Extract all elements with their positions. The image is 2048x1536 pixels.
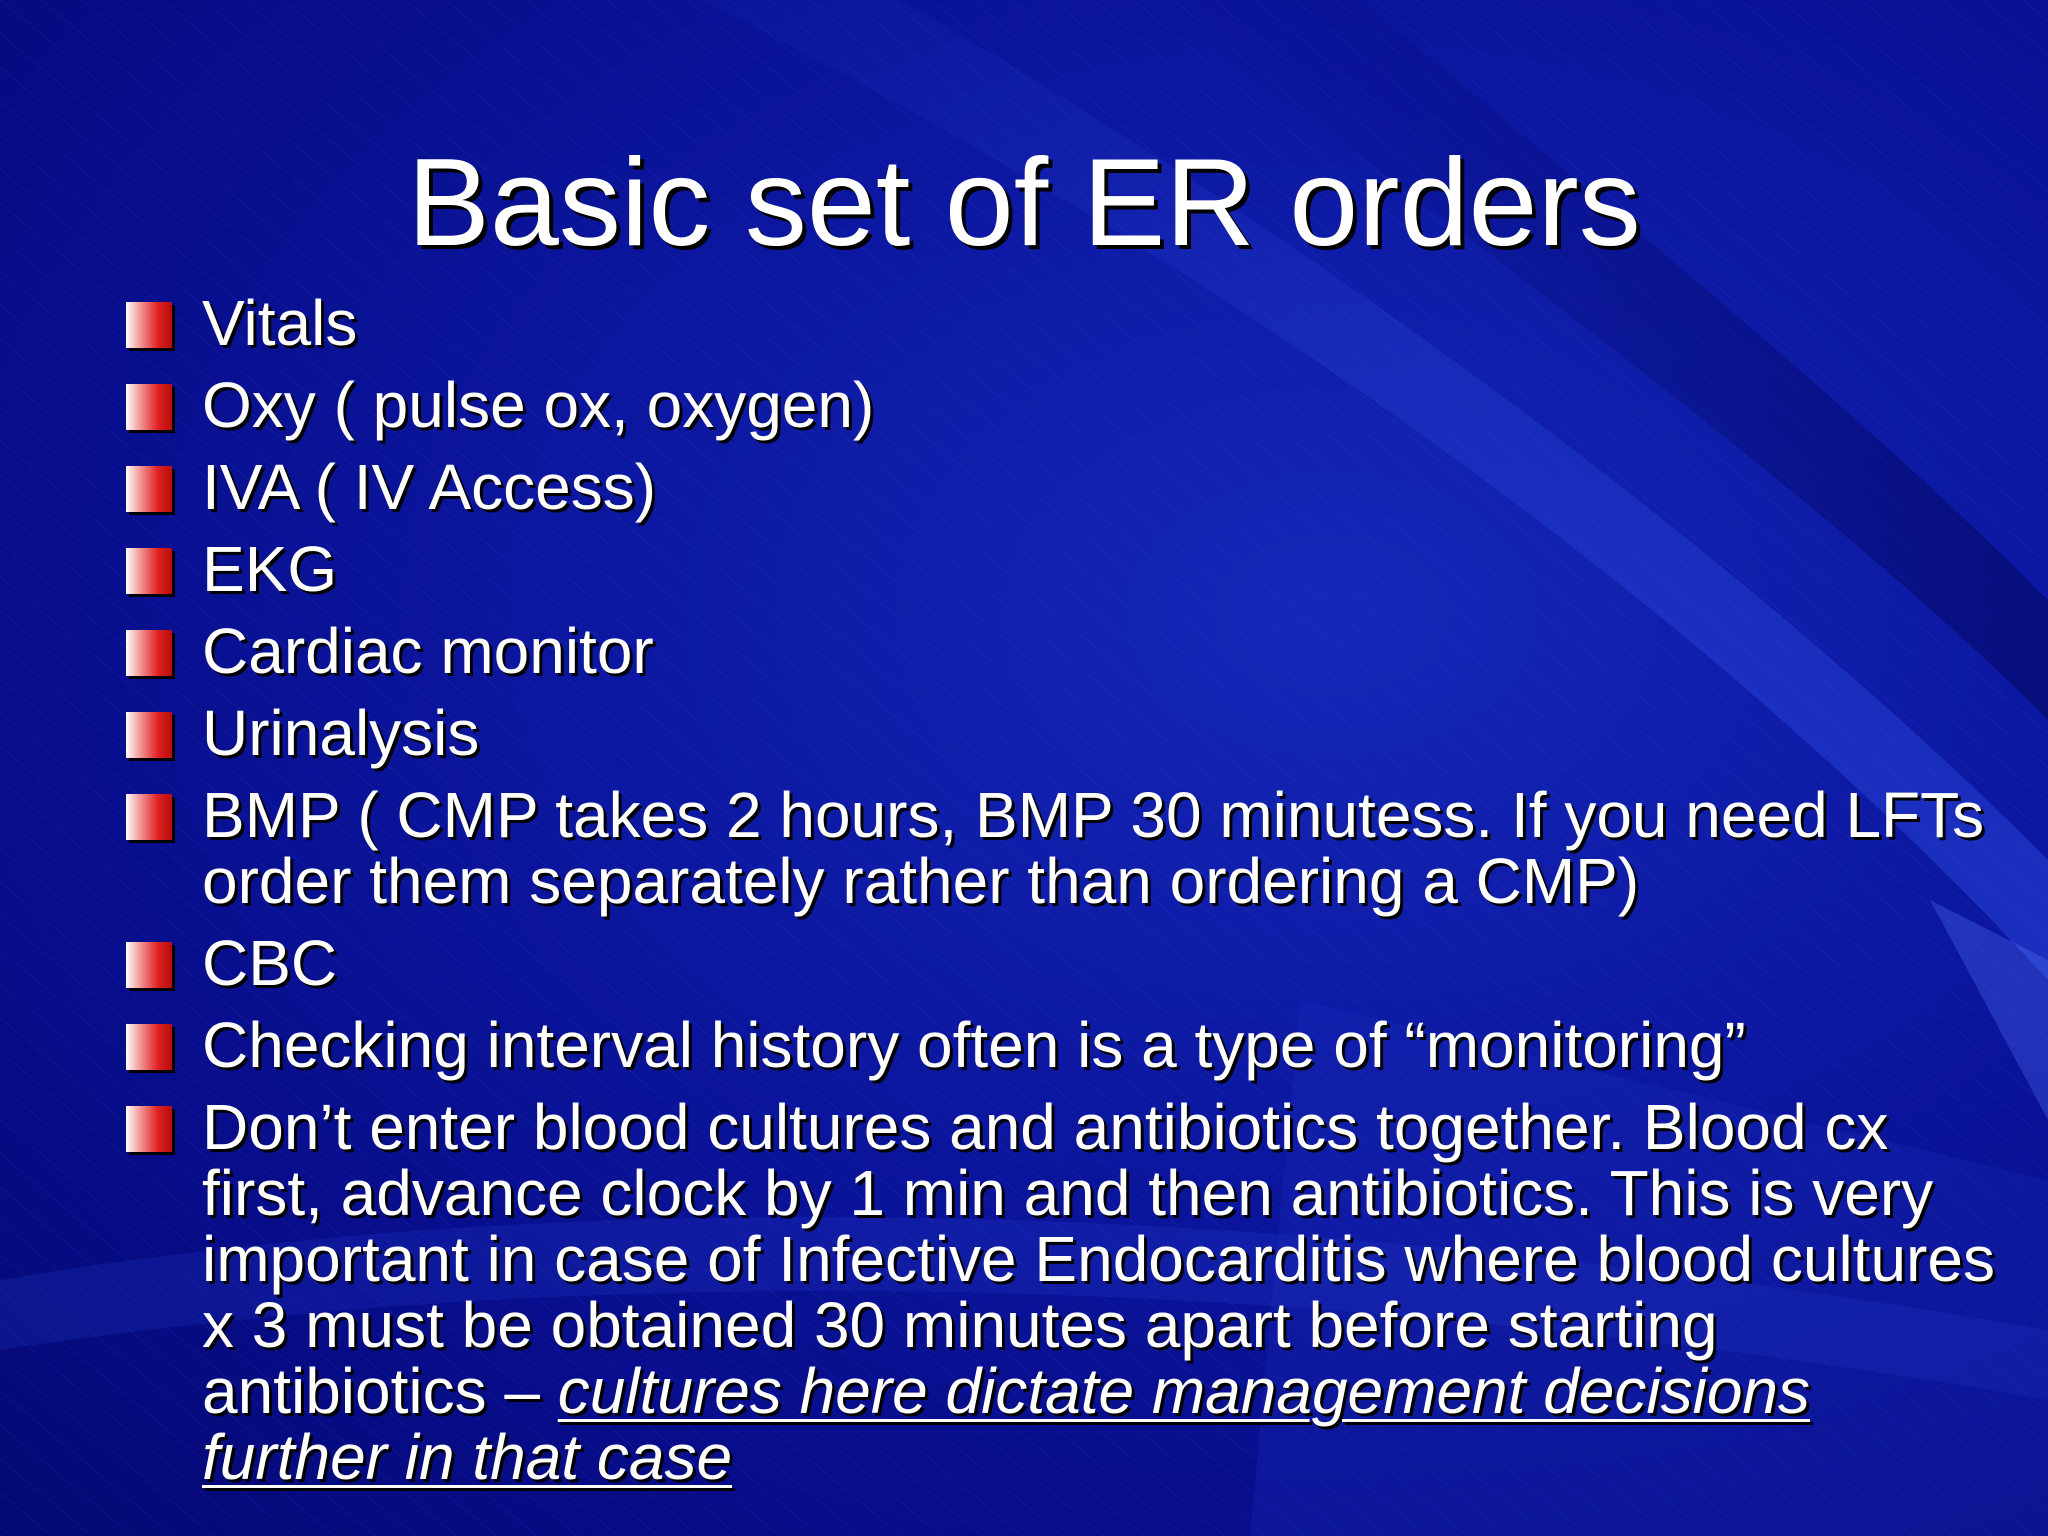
list-item bbox=[126, 927, 2006, 999]
bullet-text: BMP ( CMP takes 2 hours, BMP 30 minutess. If you need LFTs order them separately rather than ordering a CMP) bbox=[202, 779, 1985, 917]
list-item bbox=[126, 779, 2006, 917]
bullet-text: Oxy ( pulse ox, oxygen) bbox=[202, 369, 875, 441]
list-item bbox=[126, 369, 2006, 441]
list-item bbox=[126, 451, 2006, 523]
list-item bbox=[126, 615, 2006, 687]
emphasized-note: cultures here dictate management decisions further in that case bbox=[202, 1355, 1810, 1493]
red-square-bullet-icon bbox=[126, 942, 172, 988]
bullet-text: IVA ( IV Access) bbox=[202, 451, 657, 523]
red-square-bullet-icon bbox=[126, 1024, 172, 1070]
red-square-bullet-icon bbox=[126, 384, 172, 430]
red-square-bullet-icon bbox=[126, 302, 172, 348]
bullet-text: CBC bbox=[202, 927, 338, 999]
slide-title: Basic set of ER orders bbox=[407, 134, 1641, 272]
list-item bbox=[126, 1009, 2006, 1081]
red-square-bullet-icon bbox=[126, 794, 172, 840]
list-item bbox=[126, 697, 2006, 769]
list-item bbox=[126, 1091, 2006, 1493]
bullet-text: EKG bbox=[202, 533, 338, 605]
red-square-bullet-icon bbox=[126, 712, 172, 758]
red-square-bullet-icon bbox=[126, 630, 172, 676]
bullet-text: Don’t enter blood cultures and antibiotics together. Blood cx first, advance clock by 1 min and then antibiotics. This is very important in case of Infective Endocarditis where blood cultures x 3 must be obtained 30 minutes apart before starting antibiotics – bbox=[202, 1091, 1995, 1427]
list-item bbox=[126, 287, 2006, 359]
red-square-bullet-icon bbox=[126, 1106, 172, 1152]
bullet-list bbox=[126, 287, 2006, 1506]
red-square-bullet-icon bbox=[126, 548, 172, 594]
list-item bbox=[126, 533, 2006, 605]
bullet-text: Vitals bbox=[202, 287, 358, 359]
bullet-text: Cardiac monitor bbox=[202, 615, 654, 687]
red-square-bullet-icon bbox=[126, 466, 172, 512]
bullet-text: Urinalysis bbox=[202, 697, 480, 769]
bullet-text: Checking interval history often is a type of “monitoring” bbox=[202, 1009, 1746, 1081]
